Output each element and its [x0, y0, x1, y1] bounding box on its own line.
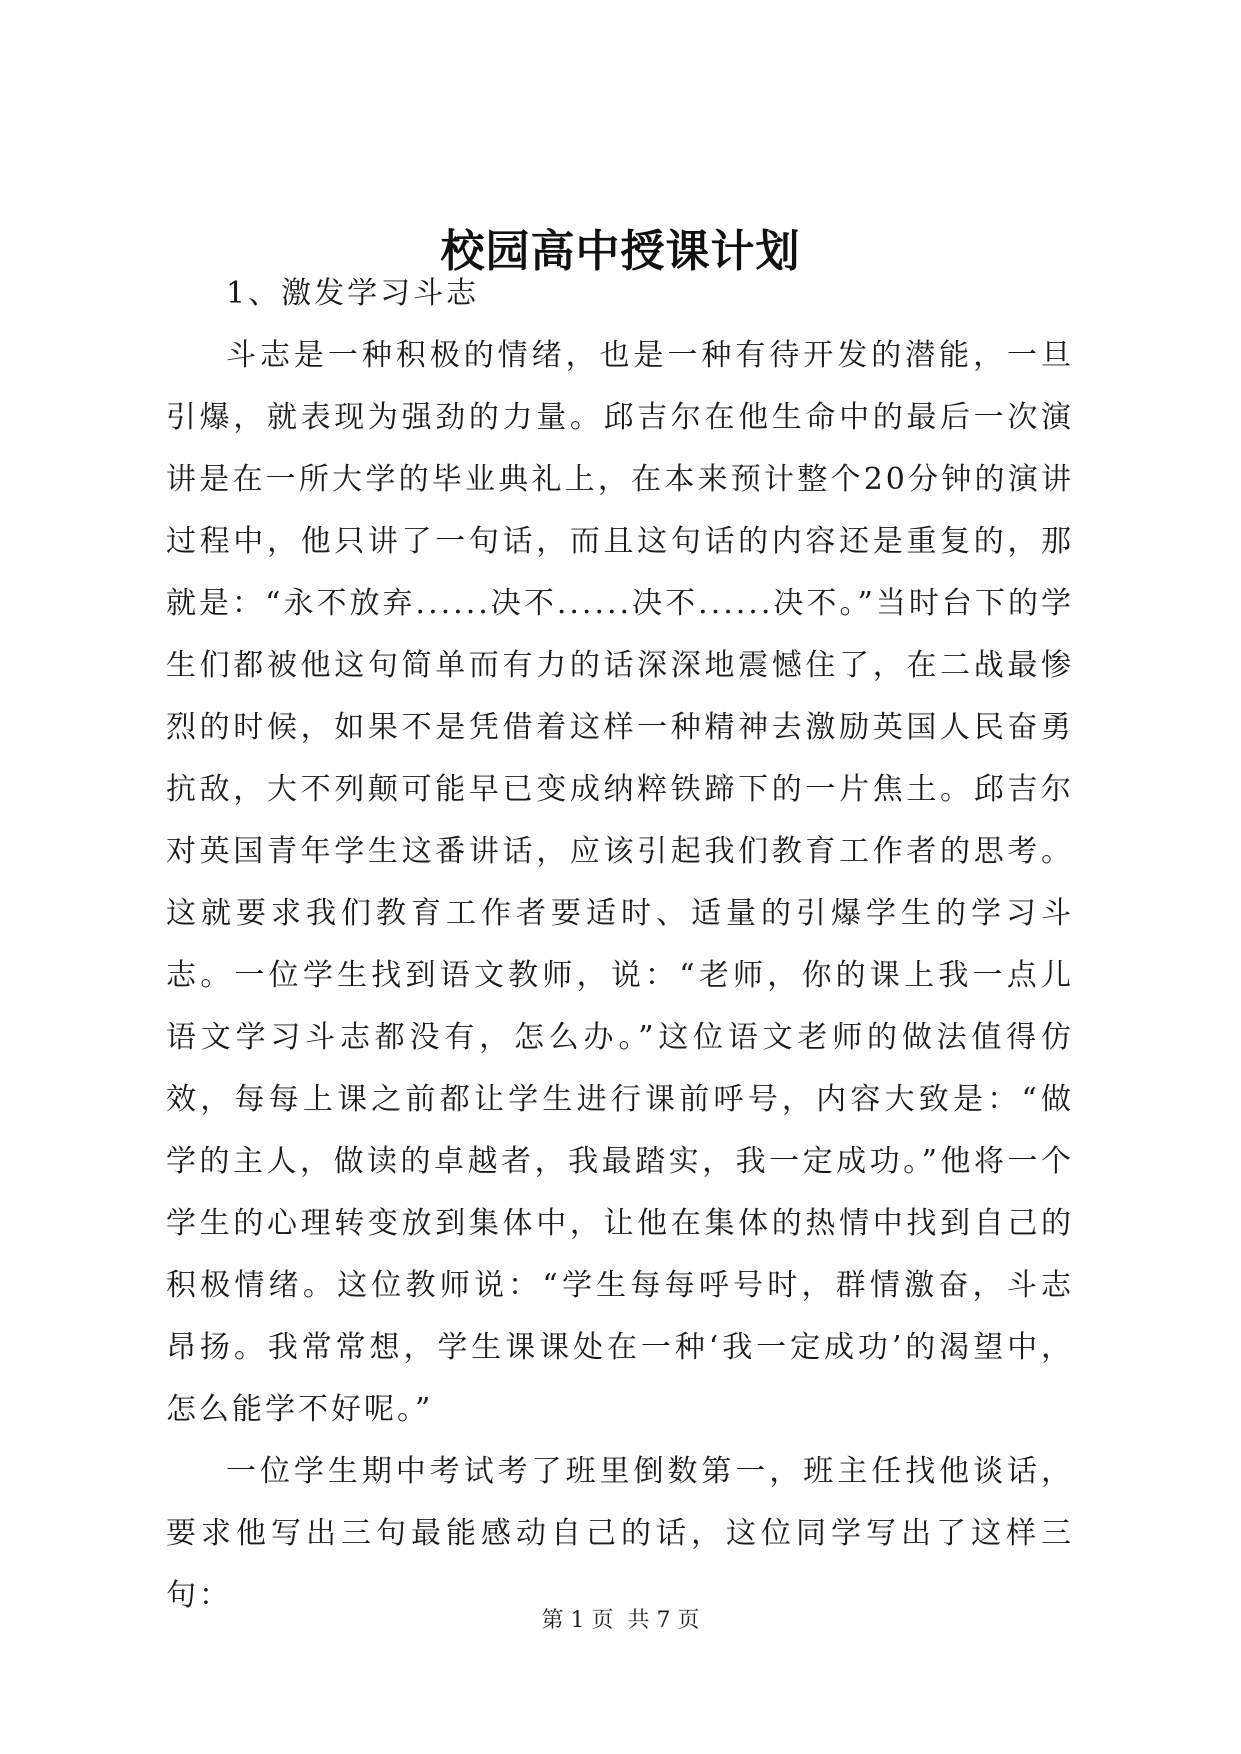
section-heading: 1、激发学习斗志: [226, 276, 480, 311]
page-footer: [0, 1606, 1241, 1636]
document-body: [166, 263, 1074, 1627]
document-title: 校园高中授课计划: [440, 226, 801, 277]
body-paragraph: 一位学生期中考试考了班里倒数第一，班主任找他谈话，要求他写出三句最能感动自己的话，这位同学写出了这样三句：: [166, 1454, 1074, 1613]
body-paragraph: 斗志是一种积极的情绪，也是一种有待开发的潜能，一旦引爆，就表现为强劲的力量。邱吉尔在他生命中的最后一次演讲是在一所大学的毕业典礼上，在本来预计整个20分钟的演讲过程中，他只讲了一句话，而且这句话的内容还是重复的，那就是：“永不放弃......决不......决不......决不。”当时台下的学生们都被他这句简单而有力的话深深地震憾住了，在二战最惨烈的时候，如果不是凭借着这样一种精神去激励英国人民奋勇抗敌，大不列颠可能早已变成纳粹铁蹄下的一片焦土。邱吉尔对英国青年学生这番讲话，应该引起我们教育工作者的思考。这就要求我们教育工作者要适时、适量的引爆学生的学习斗志。一位学生找到语文教师，说：“老师，你的课上我一点儿语文学习斗志都没有，怎么办。”这位语文老师的做法值得仿效，每每上课之前都让学生进行课前呼号，内容大致是：“做学的主人，做读的卓越者，我最踏实，我一定成功。”他将一个学生的心理转变放到集体中，让他在集体的热情中找到自己的积极情绪。这位教师说：“学生每每呼号时，群情激奋，斗志昂扬。我常常想，学生课课处在一种‘我一定成功’的渴望中，怎么能学不好呢。”: [166, 338, 1074, 1427]
page-number-label: 第 1 页 共 7 页: [541, 1608, 700, 1633]
